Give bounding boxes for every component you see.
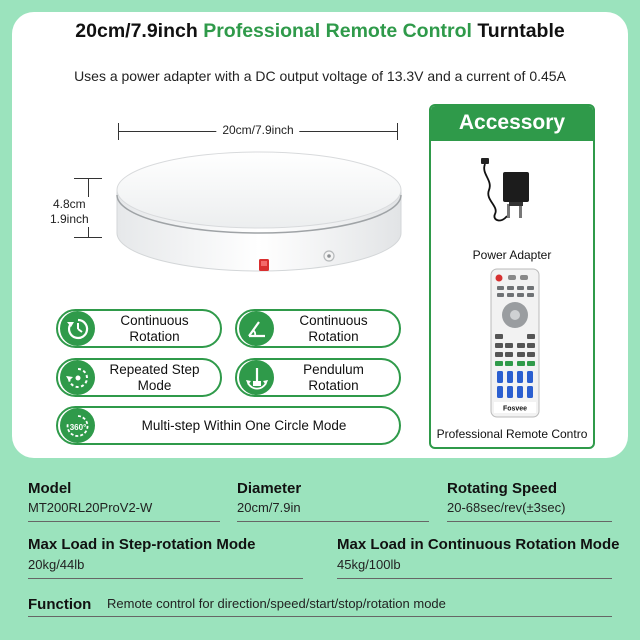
accessory-panel <box>429 104 595 449</box>
title-prefix: 20cm/7.9inch <box>75 20 198 42</box>
feature-continuous-rotation <box>56 309 222 348</box>
feature-multi-step-circle <box>56 406 401 445</box>
dimension-tick <box>397 123 398 140</box>
feature-label <box>274 313 399 345</box>
divider <box>28 616 612 617</box>
spec-model-value: MT200RL20ProV2-W <box>28 500 153 515</box>
remote-brand-label: Fosvee <box>502 405 528 413</box>
continuous-rotation-icon <box>60 311 95 346</box>
spec-function-label: Function <box>28 596 92 613</box>
feature-label-line: Multi-step Within One Circle Mode <box>141 417 347 433</box>
feature-label <box>95 362 220 394</box>
svg-text:360°: 360° <box>69 422 86 432</box>
height-label <box>50 197 89 227</box>
dimension-tick <box>74 178 102 179</box>
tilt-angle-icon <box>239 311 274 346</box>
feature-label-line: Continuous <box>299 312 368 328</box>
spec-diameter-label: Diameter <box>237 480 302 497</box>
spec-max-load-step-value: 20kg/44lb <box>28 557 85 572</box>
feature-repeated-step-mode <box>56 358 222 397</box>
pendulum-icon <box>239 360 274 395</box>
spec-max-load-continuous-value: 45kg/100lb <box>337 557 401 572</box>
diameter-dimension <box>118 123 398 139</box>
remote-control-icon <box>490 268 540 418</box>
diameter-label: 20cm/7.9inch <box>216 123 299 137</box>
feature-label-line: Rotation <box>308 328 359 344</box>
height-label-inch: 1.9inch <box>50 212 89 226</box>
spec-max-load-step-label: Max Load in Step-rotation Mode <box>28 536 256 553</box>
spec-model-label: Model <box>28 480 72 497</box>
page-subtitle: Uses a power adapter with a DC output voltage of 13.3V and a current of 0.45A <box>74 68 566 84</box>
repeated-step-icon <box>60 360 95 395</box>
feature-continuous-rotation-tilt <box>235 309 401 348</box>
360-multistep-icon <box>60 408 95 443</box>
feature-label-line: Mode <box>137 377 172 393</box>
spec-diameter-value: 20cm/7.9in <box>237 500 301 515</box>
feature-label-line: Rotation <box>308 377 359 393</box>
feature-label-line: Pendulum <box>303 361 364 377</box>
remote-control-label: Professional Remote Contro <box>436 427 588 441</box>
spec-function-value: Remote control for direction/speed/start/stop/rotation mode <box>107 596 446 611</box>
feature-label-line: Rotation <box>129 328 180 344</box>
turntable-image <box>115 140 403 290</box>
title-highlight: Professional Remote Control <box>203 20 472 42</box>
feature-label-line: Repeated Step <box>109 361 200 377</box>
spec-max-load-continuous-label: Max Load in Continuous Rotation Mode <box>337 536 620 553</box>
power-adapter-icon <box>479 154 549 232</box>
page-title <box>0 20 640 43</box>
title-suffix: Turntable <box>477 20 565 42</box>
accessory-title: Accessory <box>431 106 593 141</box>
divider <box>337 578 612 579</box>
height-label-cm: 4.8cm <box>53 197 86 211</box>
feature-label <box>95 313 220 345</box>
spec-speed-value: 20-68sec/rev(±3sec) <box>447 500 566 515</box>
divider <box>28 578 303 579</box>
feature-pendulum-rotation <box>235 358 401 397</box>
divider <box>28 521 220 522</box>
spec-speed-label: Rotating Speed <box>447 480 558 497</box>
dimension-tick <box>118 123 119 140</box>
divider <box>447 521 612 522</box>
power-adapter-label: Power Adapter <box>472 248 552 262</box>
divider <box>237 521 429 522</box>
dimension-tick <box>74 237 102 238</box>
feature-label <box>274 362 399 394</box>
feature-label-line: Continuous <box>120 312 189 328</box>
feature-label <box>95 418 399 434</box>
